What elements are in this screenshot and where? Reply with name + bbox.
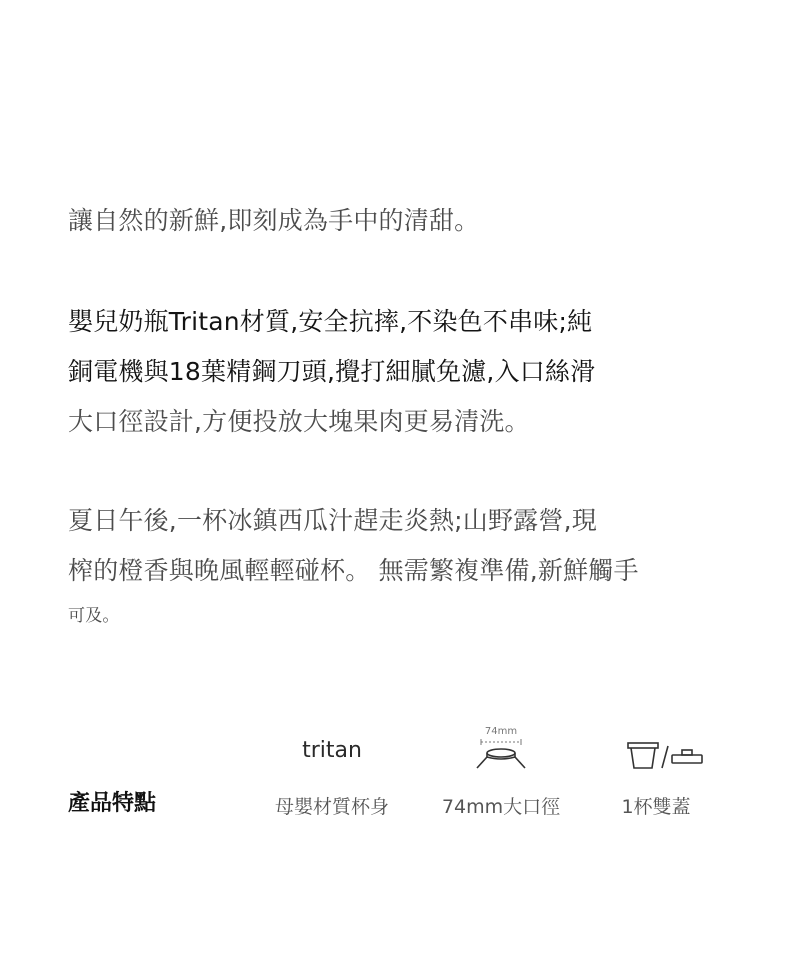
feature-label-tritan: 母嬰材質杯身	[274, 796, 390, 818]
materials-paragraph	[68, 297, 595, 447]
feature-label-cup-lids: 1杯雙蓋	[621, 796, 691, 818]
tritan-text-icon: tritan	[302, 738, 362, 763]
feature-label-wide-mouth: 74mm大口徑	[441, 796, 561, 818]
story-line-1: 夏日午後,一杯冰鎮西瓜汁趕走炎熱;山野露營,現	[68, 506, 597, 535]
wide-mouth-cup-icon	[471, 724, 531, 770]
materials-line-2: 銅電機與18葉精鋼刀頭,攪打細膩免濾,入口絲滑	[68, 357, 596, 386]
story-line-2: 榨的橙香與晚風輕輕碰杯。 無需繁複準備,新鮮觸手	[68, 556, 639, 585]
story-paragraph	[68, 496, 639, 636]
story-line-3: 可及。	[68, 606, 120, 626]
materials-line-1: 嬰兒奶瓶Tritan材質,安全抗摔,不染色不串味;純	[68, 307, 593, 336]
feature-cup-lids	[600, 730, 712, 830]
feature-tritan	[260, 730, 404, 830]
feature-wide-mouth	[426, 726, 576, 830]
mouth-size-text: 74mm	[484, 726, 518, 737]
materials-line-3: 大口徑設計,方便投放大塊果肉更易清洗。	[68, 407, 530, 436]
intro-paragraph	[68, 196, 479, 246]
cup-and-lid-icon	[626, 738, 706, 772]
intro-line-1: 讓自然的新鮮,即刻成為手中的清甜。	[68, 206, 480, 235]
product-features-title: 產品特點	[68, 791, 157, 816]
